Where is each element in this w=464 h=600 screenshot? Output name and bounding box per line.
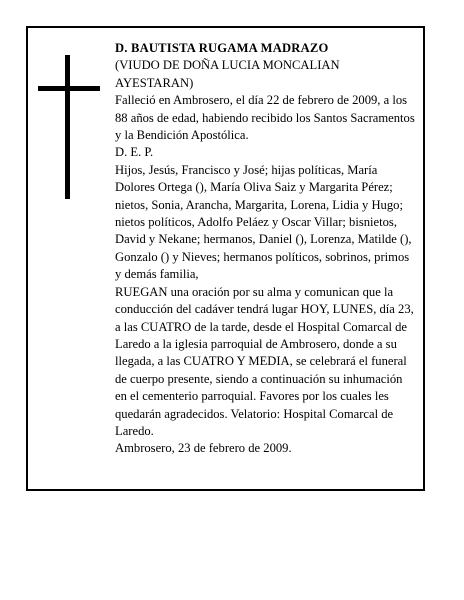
place-date: Ambrosero, 23 de febrero de 2009. [115, 441, 292, 456]
deceased-name: D. BAUTISTA RUGAMA MADRAZO [115, 41, 329, 55]
request-paragraph: RUEGAN una oración por su alma y comunican que la conducción del cadáver tendrá lugar HOY, LUNES, día 23, a las CUATRO de la tarde, desde el Hospital Comarcal de Laredo a la iglesia parroquial de Ambrosero, donde a su llegada, a las CUATRO Y MEDIA, se celebrará el funeral de cuerpo presente, siendo a continuación su inhumación en el cementerio parroquial. Favores por los cuales les quedarán agradecidos. Velatorio: Hospital Comarcal de Laredo. [115, 284, 414, 438]
widow-line: (VIUDO DE DOÑA LUCIA MONCALIAN AYESTARAN) [115, 58, 340, 90]
cross-vertical-bar [65, 55, 70, 199]
cross-horizontal-bar [38, 86, 100, 91]
rip-line: D. E. P. [115, 145, 154, 160]
family-paragraph: Hijos, Jesús, Francisco y José; hijas políticas, María Dolores Ortega (), María Oliva Saiz y Margarita Pérez; nietos, Sonia, Arancha, Margarita, Lorena, Lidia y Hugo; nietos políticos, Adolfo Peláez y Oscar Villar; bisnietos, David y Nekane; hermanos, Daniel (), Lorenza, Matilde (), Gonzalo () y Nieves; hermanos políticos, sobrinos, primos y demás familia, [115, 162, 412, 282]
death-paragraph: Falleció en Ambrosero, el día 22 de febrero de 2009, a los 88 años de edad, habiendo recibido los Santos Sacramentos y la Bendición Apostólica. [115, 93, 415, 143]
cross-icon [38, 55, 100, 199]
obituary-text [115, 40, 417, 458]
obituary-card [26, 26, 425, 491]
